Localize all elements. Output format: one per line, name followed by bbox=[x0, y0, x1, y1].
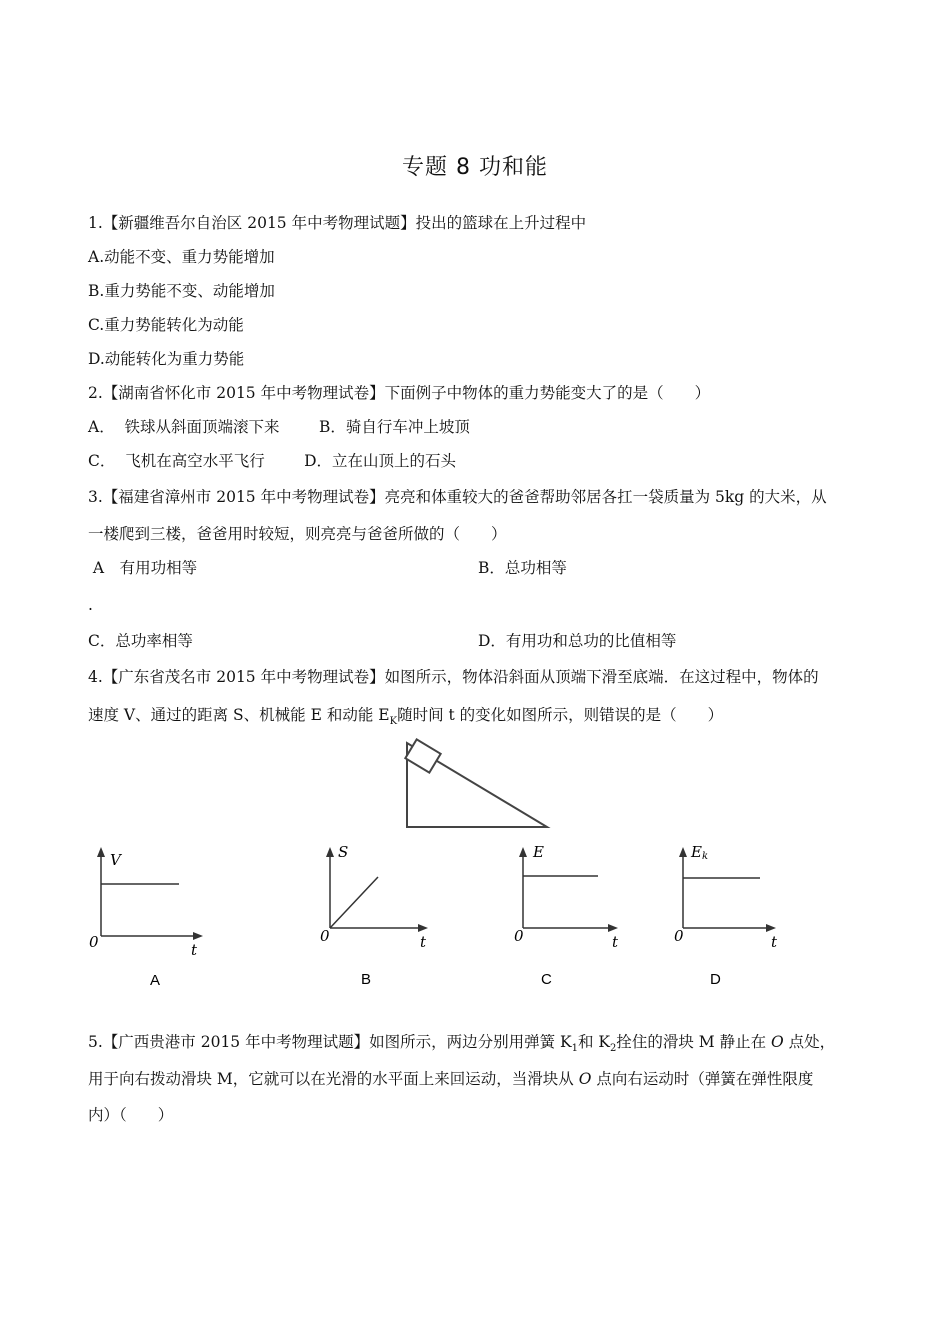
q4-stem-line2: 速度 V、通过的距离 S、机械能 E 和动能 $E_K$随时间 t 的变化如图所示，则错误的是（ ） bbox=[88, 706, 724, 728]
x-axis-label: t bbox=[191, 941, 198, 959]
q5-stem-line1: 5.【广西贵港市 2015 年中考物理试题】如图所示，两边分别用弹簧 $K_1$和 $K_2$拴住的滑块 M 静止在 O 点处， bbox=[88, 1033, 836, 1055]
graph-a bbox=[85, 845, 210, 990]
q2-stem: 2.【湖南省怀化市 2015 年中考物理试卷】下面例子中物体的重力势能变大了的是（ ） bbox=[88, 384, 711, 402]
origin-label: 0 bbox=[320, 927, 330, 945]
q3-stem-line2: 一楼爬到三楼，爸爸用时较短，则亮亮与爸爸所做的（ ） bbox=[88, 525, 507, 543]
origin-label: 0 bbox=[674, 927, 684, 945]
y-axis-label: S bbox=[338, 845, 349, 861]
graph-caption: B bbox=[361, 971, 372, 988]
y-axis-arrow bbox=[679, 847, 687, 857]
q1-option-b: B.重力势能不变、动能增加 bbox=[88, 282, 275, 300]
graph-b bbox=[314, 845, 439, 990]
q2-options-ab: A． 铁球从斜面顶端滚下来 B．骑自行车冲上坡顶 bbox=[88, 418, 470, 436]
y-axis-label: Ek bbox=[691, 845, 709, 862]
origin-label: 0 bbox=[89, 933, 99, 951]
q3-stem-line1: 3.【福建省漳州市 2015 年中考物理试卷】亮亮和体重较大的爸爸帮助邻居各扛一袋质量为 5kg 的大米，从 bbox=[88, 488, 827, 506]
q3-option-a: A 有用功相等 bbox=[88, 559, 198, 577]
graph-caption: D bbox=[710, 971, 721, 988]
q3-option-b: B．总功相等 bbox=[478, 559, 567, 577]
q1-option-d: D.动能转化为重力势能 bbox=[88, 350, 245, 368]
x-axis-arrow bbox=[766, 924, 776, 932]
y-axis-label: E bbox=[533, 845, 544, 861]
x-axis-label: t bbox=[612, 933, 619, 951]
graph-c bbox=[508, 845, 633, 990]
x-axis-arrow bbox=[193, 932, 203, 940]
x-axis-label: t bbox=[420, 933, 427, 951]
y-axis-label: V bbox=[110, 851, 121, 869]
graph-caption: C bbox=[541, 971, 552, 988]
graph-caption: A bbox=[150, 972, 161, 989]
incline-figure bbox=[395, 735, 565, 835]
q3-option-c: C．总功率相等 bbox=[88, 632, 193, 650]
page-title: 专题 8 功和能 bbox=[402, 155, 548, 180]
q1-stem: 1.【新疆维吾尔自治区 2015 年中考物理试题】投出的篮球在上升过程中 bbox=[88, 214, 587, 232]
q1-option-a: A.动能不变、重力势能增加 bbox=[88, 248, 275, 266]
x-axis-arrow bbox=[418, 924, 428, 932]
q3-option-d: D．有用功和总功的比值相等 bbox=[478, 632, 677, 650]
q5-stem-line3: 内）（ ） bbox=[88, 1106, 174, 1124]
q4-stem-line1: 4.【广东省茂名市 2015 年中考物理试卷】如图所示，物体沿斜面从顶端下滑至底端．在这过程中，物体的 bbox=[88, 668, 819, 686]
q3-dot: . bbox=[88, 596, 93, 614]
y-axis-arrow bbox=[97, 847, 105, 857]
graph-d bbox=[668, 845, 793, 990]
q5-stem-line2: 用于向右拨动滑块 M，它就可以在光滑的水平面上来回运动，当滑块从 O 点向右运动时（弹簧在弹性限度 bbox=[88, 1070, 814, 1088]
x-axis-arrow bbox=[608, 924, 618, 932]
x-axis-label: t bbox=[771, 933, 778, 951]
q1-option-c: C.重力势能转化为动能 bbox=[88, 316, 244, 334]
q2-options-cd: C． 飞机在高空水平飞行 D．立在山顶上的石头 bbox=[88, 452, 457, 470]
y-axis-arrow bbox=[326, 847, 334, 857]
graph-line bbox=[330, 877, 378, 928]
y-axis-arrow bbox=[519, 847, 527, 857]
origin-label: 0 bbox=[514, 927, 524, 945]
